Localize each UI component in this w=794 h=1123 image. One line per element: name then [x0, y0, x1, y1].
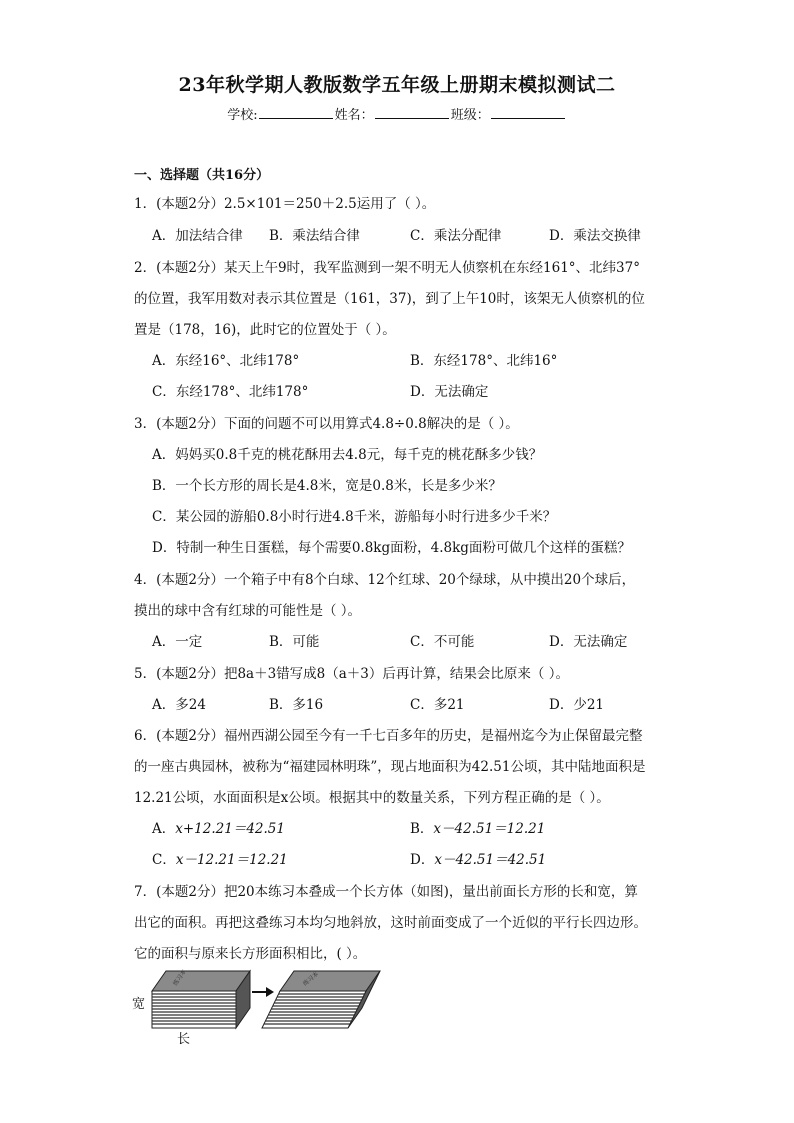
question-6-option-c[interactable]: [152, 848, 288, 868]
question-4-option-d[interactable]: D．无法确定: [549, 634, 628, 650]
question-6-option-b[interactable]: [410, 817, 545, 837]
question-2-line-2: 的位置，我军用数对表示其位置是（161，37)，到了上午10时，该架无人侦察机的位: [134, 291, 645, 307]
slanted-stack: [262, 970, 380, 1028]
option-equation: x－12.21＝12.21: [175, 852, 288, 868]
school-label: 学校:: [227, 108, 258, 123]
question-1-option-a[interactable]: A．加法结合律: [152, 228, 243, 244]
question-3-option-b[interactable]: B．一个长方形的周长是4.8米，宽是0.8米，长是多少米？: [152, 478, 502, 494]
option-label: D．: [410, 852, 435, 868]
page-title: 23年秋学期人教版数学五年级上册期末模拟测试二: [178, 74, 616, 96]
question-3-option-d[interactable]: D．特制一种生日蛋糕，每个需要0.8kg面粉，4.8kg面粉可做几个这样的蛋糕？: [152, 540, 631, 556]
length-label: 长: [177, 1032, 191, 1046]
question-5-option-b[interactable]: B．多16: [269, 697, 324, 713]
book-label-left: 练习本: [171, 968, 188, 988]
question-3-option-a[interactable]: A．妈妈买0.8千克的桃花酥用去4.8元，每千克的桃花酥多少钱？: [152, 447, 543, 463]
question-6-option-d[interactable]: [410, 848, 546, 868]
question-2-option-c[interactable]: C．东经178°、北纬178°: [152, 384, 309, 400]
question-5-text: 5．(本题2分）把8a＋3错写成8（a＋3）后再计算，结果会比原来（ ）。: [134, 666, 569, 682]
class-label: 班级：: [450, 108, 490, 123]
width-label: 宽: [132, 997, 146, 1012]
question-7-line-1: 7．(本题2分）把20本练习本叠成一个长方体（如图)，量出前面长方形的长和宽，算: [134, 884, 638, 900]
student-info-line: [0, 104, 794, 123]
question-6-line-2: 的一座古典园林，被称为“福建园林明珠”，现占地面积为42.51公顷，其中陆地面积是: [134, 759, 646, 775]
question-6-option-a[interactable]: [152, 817, 285, 837]
class-blank[interactable]: [491, 106, 565, 119]
option-equation: x－42.51＝42.51: [434, 852, 547, 868]
question-5-option-d[interactable]: D．少21: [549, 697, 605, 713]
option-label: A．: [152, 821, 176, 837]
question-4-option-b[interactable]: B．可能: [269, 634, 320, 650]
question-7-line-3: 它的面积与原来长方形面积相比，( ）。: [134, 946, 367, 962]
question-6-line-1: 6．(本题2分）福州西湖公园至今有一千七百多年的历史，是福州迄今为止保留最完整: [134, 728, 643, 744]
question-1-text: 1．(本题2分）2.5×101＝250＋2.5运用了（ ）。: [134, 196, 436, 212]
question-4-line-1: 4．(本题2分）一个箱子中有8个白球、12个红球、20个绿球，从中摸出20个球后，: [134, 572, 636, 588]
question-4-option-a[interactable]: A．一定: [152, 634, 203, 650]
question-2-line-3: 置是（178，16)，此时它的位置处于（ ）。: [134, 322, 396, 338]
question-4-line-2: 摸出的球中含有红球的可能性是（ ）。: [134, 603, 362, 619]
question-3-text: 3．(本题2分）下面的问题不可以用算式4.8÷0.8解决的是（ ）。: [134, 416, 519, 432]
option-label: B．: [410, 821, 434, 837]
notebook-stack-figure: [130, 966, 390, 1046]
option-equation: x－42.51＝12.21: [433, 821, 546, 837]
option-equation: x+12.21＝42.51: [175, 821, 285, 837]
question-2-option-d[interactable]: D．无法确定: [410, 384, 489, 400]
question-1-option-c[interactable]: C．乘法分配律: [410, 228, 502, 244]
question-1-option-b[interactable]: B．乘法结合律: [269, 228, 360, 244]
question-6-line-3: 12.21公顷，水面面积是x公顷。根据其中的数量关系，下列方程正确的是（ ）。: [134, 790, 610, 806]
question-7-line-2: 出它的面积。再把这叠练习本均匀地斜放，这时前面变成了一个近似的平行长四边形。: [134, 915, 647, 931]
rectangular-stack: [152, 968, 250, 1028]
question-1-option-d[interactable]: D．乘法交换律: [549, 228, 641, 244]
school-blank[interactable]: [259, 106, 333, 119]
option-label: C．: [152, 852, 176, 868]
question-5-option-a[interactable]: A．多24: [152, 697, 206, 713]
name-blank[interactable]: [375, 106, 449, 119]
question-5-option-c[interactable]: C．多21: [410, 697, 465, 713]
book-label-right: 练习本: [301, 970, 321, 988]
question-2-option-a[interactable]: A．东经16°、北纬178°: [152, 353, 300, 369]
question-2-line-1: 2．(本题2分）某天上午9时，我军监测到一架不明无人侦察机在东经161°、北纬37°: [134, 260, 640, 276]
arrow-right-icon: [252, 987, 274, 997]
section-heading: 一、选择题（共16分）: [134, 168, 270, 183]
question-3-option-c[interactable]: C．某公园的游船0.8小时行进4.8千米，游船每小时行进多少千米？: [152, 509, 557, 525]
question-2-option-b[interactable]: B．东经178°、北纬16°: [410, 353, 558, 369]
question-4-option-c[interactable]: C．不可能: [410, 634, 475, 650]
name-label: 姓名：: [334, 108, 374, 123]
